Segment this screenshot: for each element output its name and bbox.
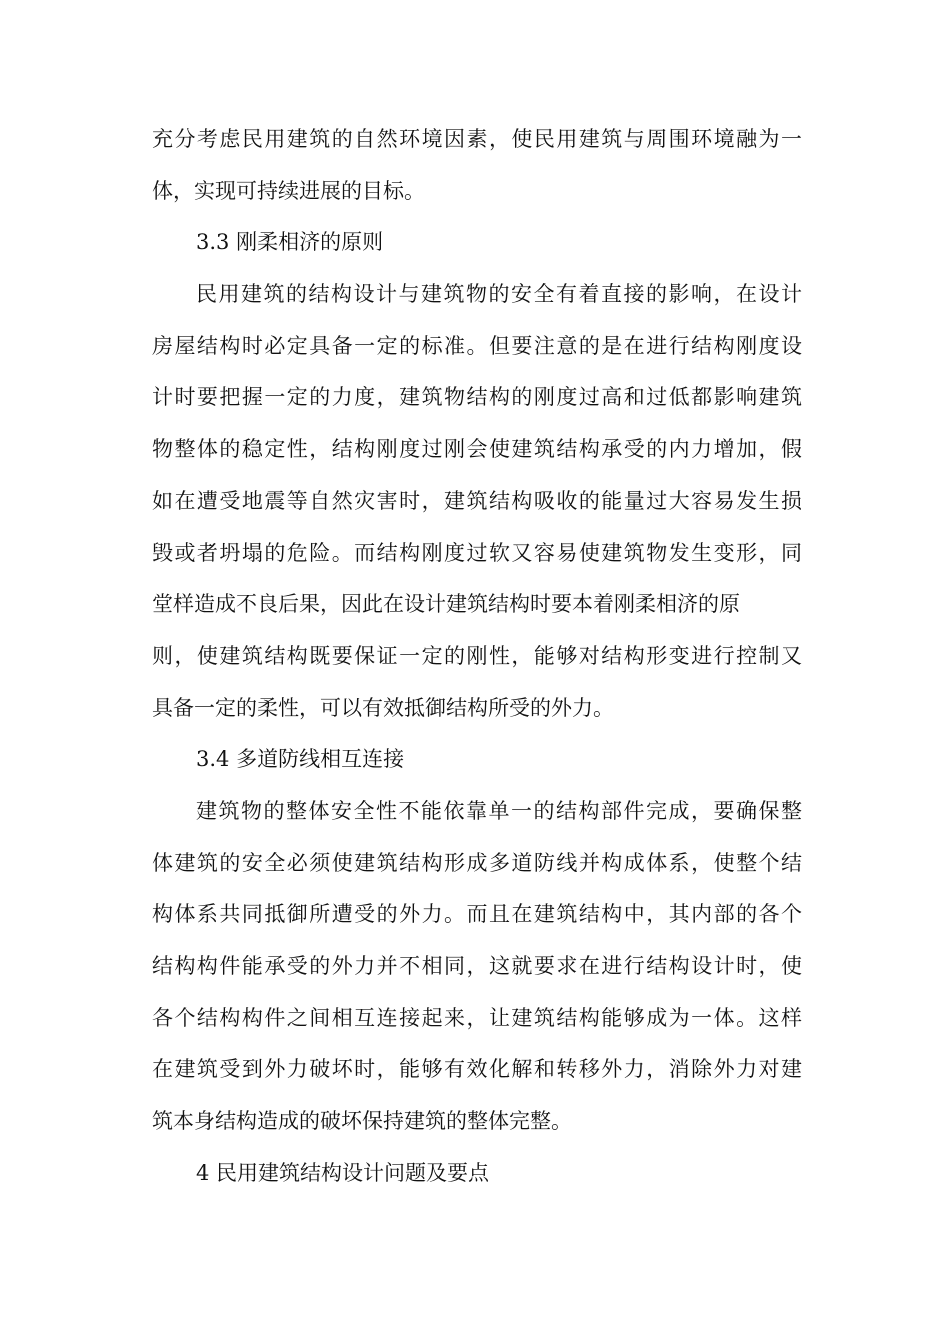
- paragraph-line: 体建筑的安全必须使建筑结构形成多道防线并构成体系，使整个结: [152, 850, 802, 875]
- section-heading-3-4: 3.4 多道防线相互连接: [196, 747, 405, 772]
- paragraph-line: 计时要把握一定的力度，建筑物结构的刚度过高和过低都影响建筑: [152, 385, 802, 410]
- paragraph-line: 充分考虑民用建筑的自然环境因素，使民用建筑与周围环境融为一: [152, 127, 802, 151]
- paragraph-line: 毁或者坍塌的危险。而结构刚度过软又容易使建筑物发生变形，同: [152, 540, 802, 565]
- paragraph-line: 房屋结构时必定具备一定的标准。但要注意的是在进行结构刚度设: [152, 333, 802, 358]
- paragraph-line: 筑本身结构造成的破坏保持建筑的整体完整。: [152, 1109, 572, 1134]
- paragraph-line: 各个结构构件之间相互连接起来，让建筑结构能够成为一体。这样: [152, 1005, 802, 1030]
- paragraph-line: 具备一定的柔性，可以有效抵御结构所受的外力。: [152, 695, 614, 720]
- section-heading-3-3: 3.3 刚柔相济的原则: [196, 230, 384, 255]
- paragraph-line: 如在遭受地震等自然灾害时，建筑结构吸收的能量过大容易发生损: [152, 488, 802, 513]
- paragraph-line: 则，使建筑结构既要保证一定的刚性，能够对结构形变进行控制又: [152, 643, 802, 668]
- paragraph-line: 结构构件能承受的外力并不相同，这就要求在进行结构设计时，使: [152, 954, 802, 978]
- paragraph-line: 堂样造成不良后果，因此在设计建筑结构时要本着刚柔相济的原: [152, 592, 740, 617]
- paragraph-line: 体，实现可持续进展的目标。: [152, 178, 425, 203]
- paragraph-line: 构体系共同抵御所遭受的外力。而且在建筑结构中，其内部的各个: [152, 902, 802, 927]
- paragraph-line: 建筑物的整体安全性不能依靠单一的结构部件完成，要确保整: [196, 798, 802, 823]
- paragraph-line: 在建筑受到外力破坏时，能够有效化解和转移外力，消除外力对建: [152, 1057, 802, 1082]
- document-body: [152, 114, 802, 1199]
- section-heading-4: 4 民用建筑结构设计问题及要点: [196, 1160, 490, 1185]
- paragraph-line: 物整体的稳定性，结构刚度过刚会使建筑结构承受的内力增加，假: [152, 437, 802, 462]
- paragraph-line: 民用建筑的结构设计与建筑物的安全有着直接的影响，在设计: [196, 282, 802, 307]
